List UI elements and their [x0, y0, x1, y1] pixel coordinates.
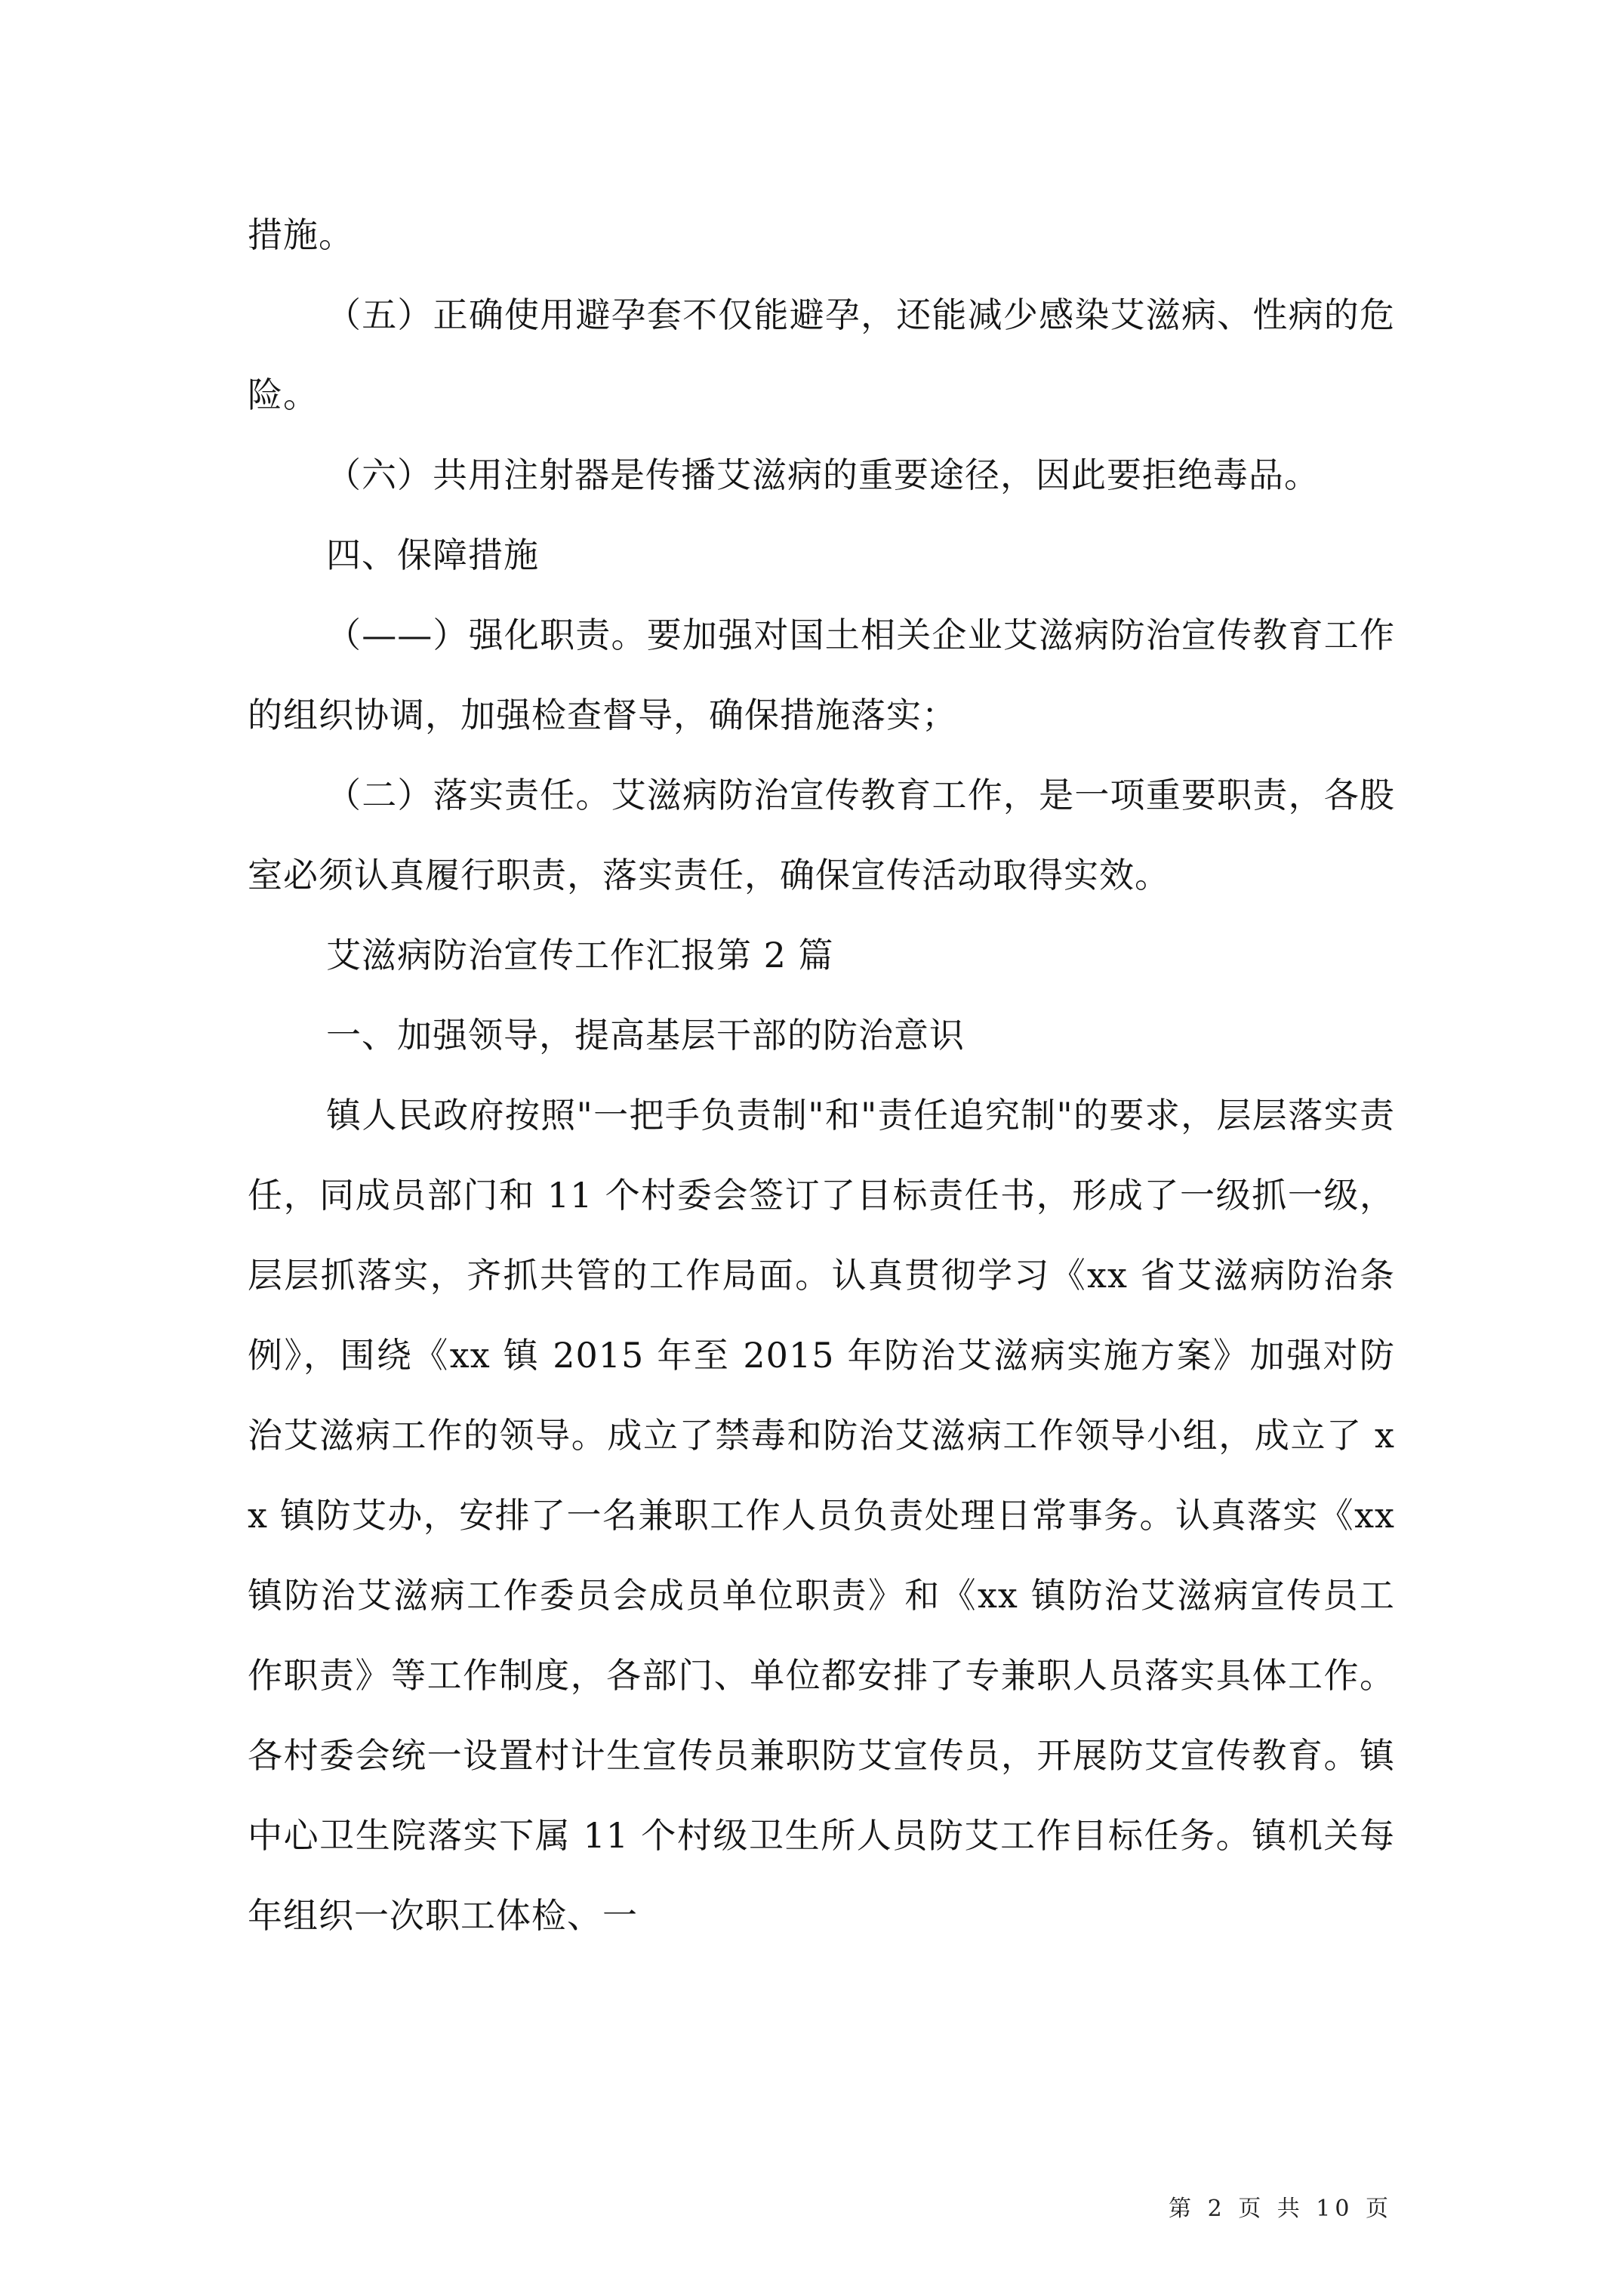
paragraph: 措施。: [248, 214, 354, 255]
paragraph: 镇人民政府按照"一把手负责制"和"责任追究制"的要求，层层落实责任，同成员部门和 11 个村委会签订了目标责任书，形成了一级抓一级，层层抓落实，齐抓共管的工作局面。认真贯彻学习《xx 省艾滋病防治条例》，围绕《xx 镇 2015 年至 2015 年防治艾滋病实施方案》加强对防治艾滋病工作的领导。成立了禁毒和防治艾滋病工作领导小组，成立了 xx 镇防艾办，安排了一名兼职工作人员负责处理日常事务。认真落实《xx 镇防治艾滋病工作委员会成员单位职责》和《xx 镇防治艾滋病宣传员工作职责》等工作制度，各部门、单位都安排了专兼职人员落实具体工作。各村委会统一设置村计生宣传员兼职防艾宣传员，开展防艾宣传教育。镇中心卫生院落实下属 11 个村级卫生所人员防艾工作目标任务。镇机关每年组织一次职工体检、一: [248, 1095, 1395, 1936]
paragraph: （二）落实责任。艾滋病防治宣传教育工作，是一项重要职责，各股室必须认真履行职责，落实责任，确保宣传活动取得实效。: [248, 775, 1395, 895]
article-title: 艾滋病防治宣传工作汇报第 2 篇: [326, 935, 834, 975]
paragraph: （五）正确使用避孕套不仅能避孕，还能减少感染艾滋病、性病的危险。: [248, 294, 1395, 415]
document-body: [248, 195, 1395, 1955]
paragraph: （——）强化职责。要加强对国土相关企业艾滋病防治宣传教育工作的组织协调，加强检查督导，确保措施落实；: [248, 615, 1395, 735]
paragraph: （六）共用注射器是传播艾滋病的重要途径，因此要拒绝毒品。: [326, 455, 1320, 495]
section-heading: 一、加强领导，提高基层干部的防治意识: [326, 1015, 965, 1056]
page-number-footer: 第 2 页 共 10 页: [1169, 2196, 1393, 2222]
section-heading: 四、保障措施: [326, 535, 539, 575]
